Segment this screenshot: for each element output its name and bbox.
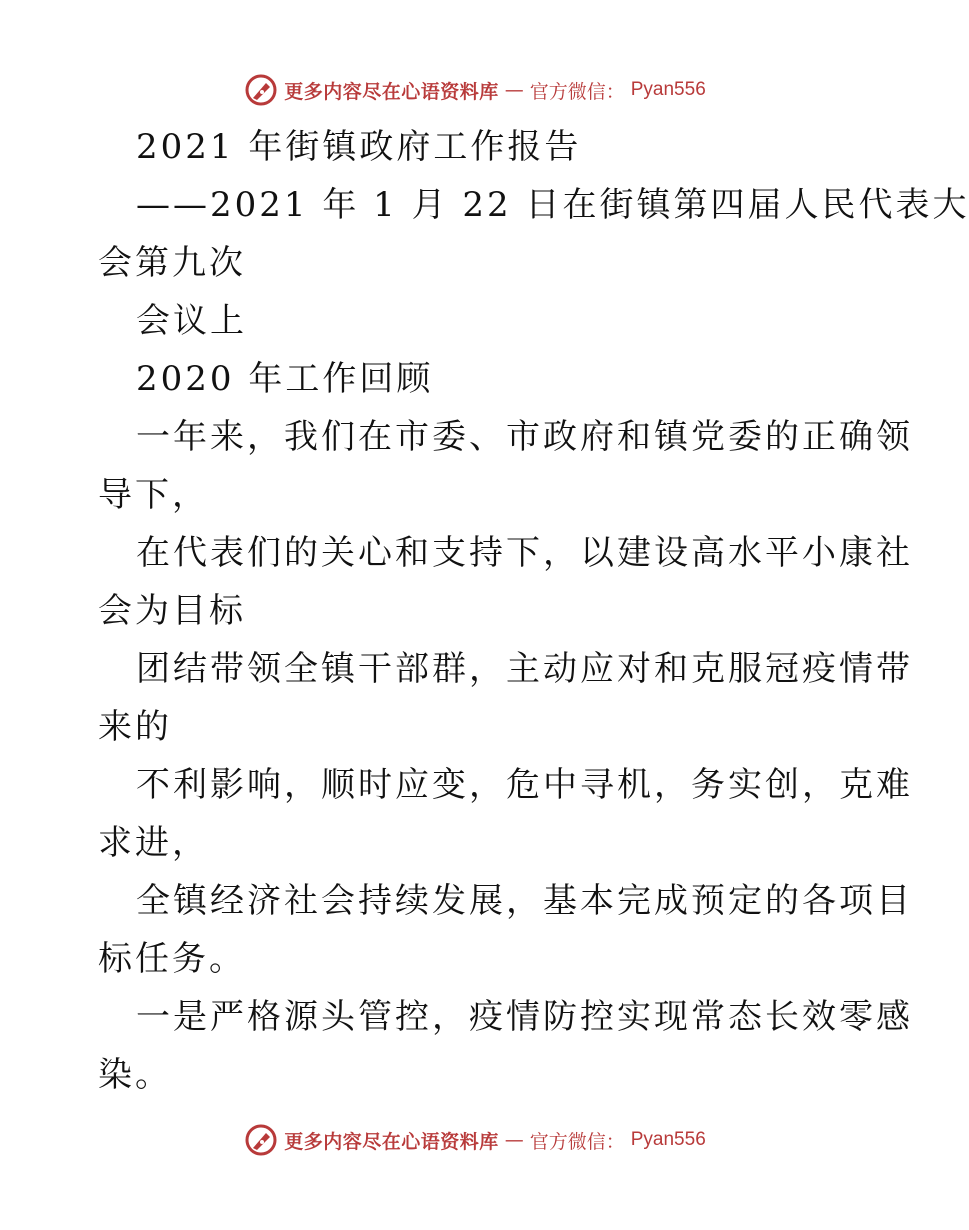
document-line: 会议上 bbox=[136, 301, 247, 341]
document-line: 2021 年街镇政府工作报告 bbox=[136, 127, 582, 167]
fountain-pen-nib-logo-icon bbox=[244, 1123, 278, 1157]
document-line: 不利影响，顺时应变，危中寻机，务实创，克难 bbox=[136, 765, 913, 805]
document-line: 2020 年工作回顾 bbox=[136, 359, 434, 399]
document-line: 染。 bbox=[98, 1055, 172, 1095]
document-line: 在代表们的关心和支持下，以建设高水平小康社 bbox=[136, 533, 913, 573]
banner-wechat-id: Pyan556 bbox=[630, 79, 706, 100]
document-line: 求进， bbox=[98, 823, 209, 863]
banner-wechat-id: Pyan556 bbox=[630, 1129, 706, 1150]
document-line: 来的 bbox=[98, 707, 172, 747]
banner-separator: — bbox=[504, 1129, 524, 1151]
banner-wechat-label: 官方微信： bbox=[529, 80, 625, 103]
document-line: ——2021 年 1 月 22 日在街镇第四届人民代表大 bbox=[136, 185, 969, 225]
document-line: 一是严格源头管控，疫情防控实现常态长效零感 bbox=[136, 997, 913, 1037]
document-line: 标任务。 bbox=[98, 939, 246, 979]
banner-wechat-label: 官方微信： bbox=[529, 1130, 625, 1153]
document-line: 团结带领全镇干部群，主动应对和克服冠疫情带 bbox=[136, 649, 913, 689]
document-line: 会第九次 bbox=[98, 243, 246, 283]
fountain-pen-nib-logo-icon bbox=[244, 73, 278, 107]
document-body bbox=[98, 118, 969, 1104]
document-line: 全镇经济社会持续发展，基本完成预定的各项目 bbox=[136, 881, 913, 921]
document-line: 会为目标 bbox=[98, 591, 246, 631]
header-watermark-banner bbox=[0, 70, 950, 110]
banner-text: 更多内容尽在心语资料库 bbox=[284, 80, 499, 103]
document-line: 一年来，我们在市委、市政府和镇党委的正确领 bbox=[136, 417, 913, 457]
banner-separator: — bbox=[504, 79, 524, 101]
footer-watermark-banner bbox=[0, 1120, 950, 1160]
banner-text: 更多内容尽在心语资料库 bbox=[284, 1130, 499, 1153]
document-line: 导下， bbox=[98, 475, 209, 515]
